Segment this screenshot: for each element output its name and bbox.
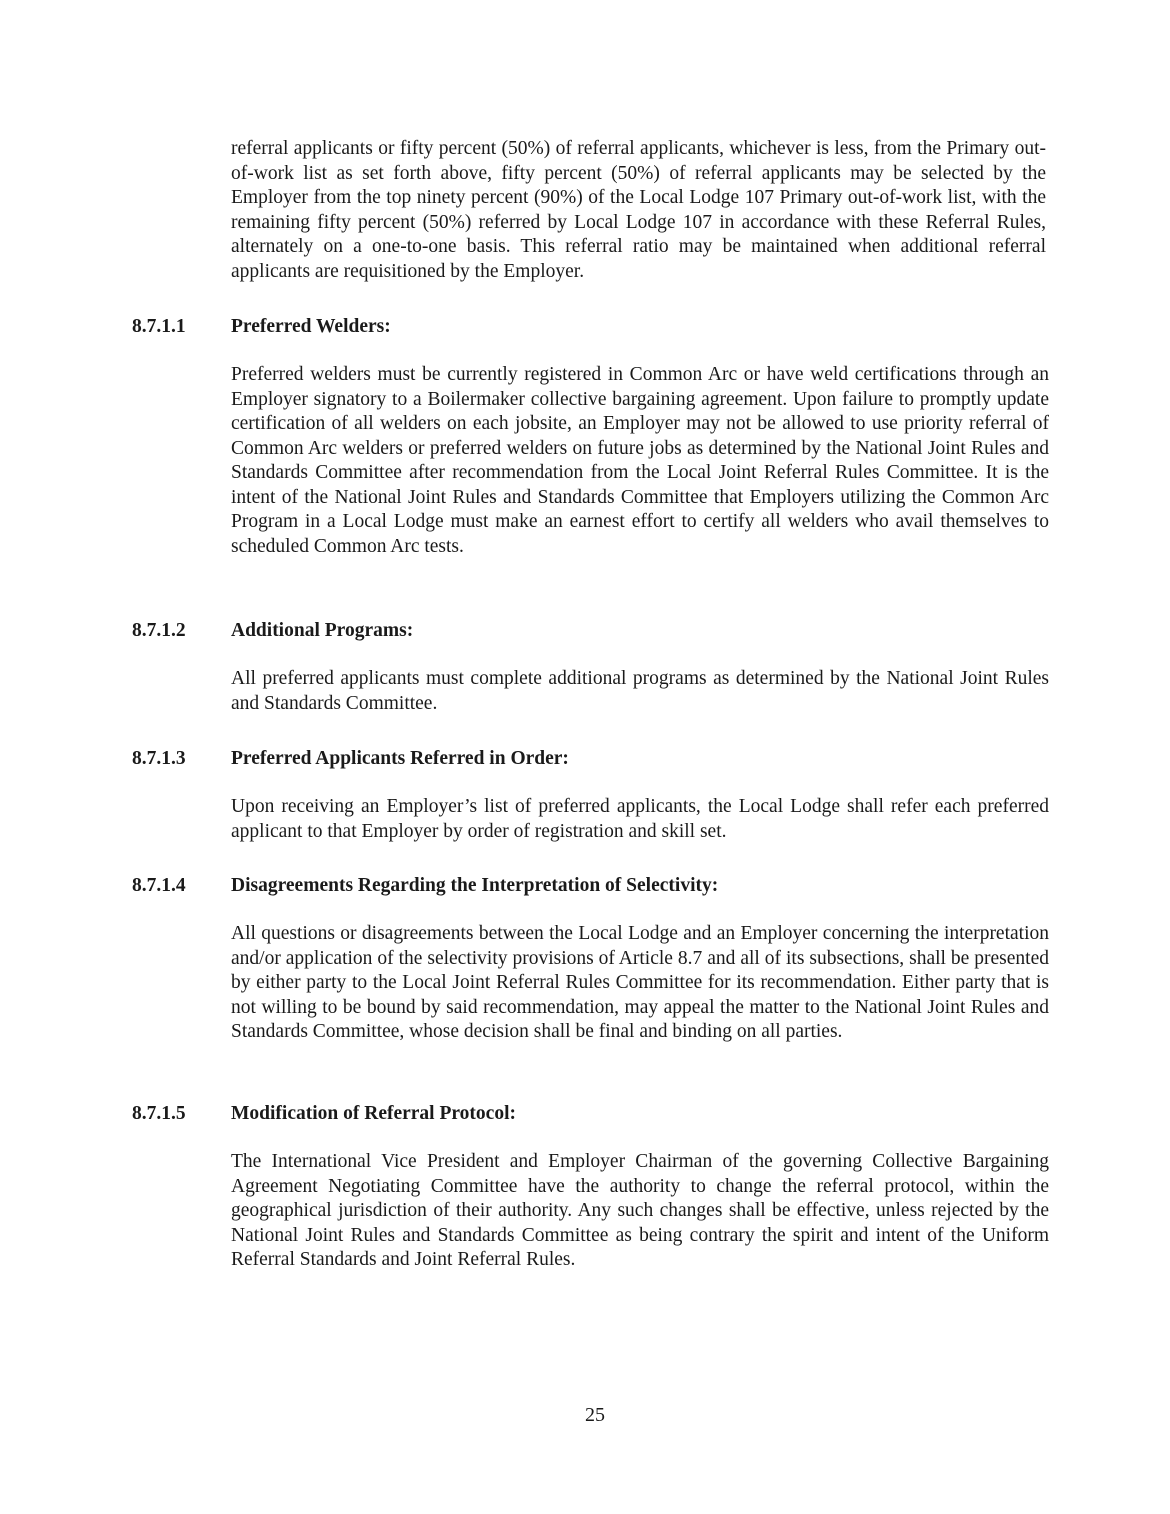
section-heading (132, 1101, 1052, 1127)
section-heading (132, 873, 1052, 899)
section-body: Preferred welders must be currently registered in Common Arc or have weld certifications through an Employer signatory to a Boilermaker collective bargaining agreement. Upon failure to promptly update certification of all welders on each jobsite, an Employer may not be allowed to use priority referral of Common Arc welders or preferred welders on future jobs as determined by the National Joint Rules and Standards Committee after recommendation from the Local Joint Referral Rules Committee. It is the intent of the National Joint Rules and Standards Committee that Employers utilizing the Common Arc Program in a Local Lodge must make an earnest effort to certify all welders who avail themselves to scheduled Common Arc tests. (231, 364, 1049, 557)
section-body: The International Vice President and Employer Chairman of the governing Collective Bargaining Agreement Negotiating Committee have the authority to change the referral protocol, within the geographical jurisdiction of their authority. Any such changes shall be effective, unless rejected by the National Joint Rules and Standards Committee as being contrary the spirit and intent of the Uniform Referral Standards and Joint Referral Rules. (231, 1151, 1049, 1270)
section-8-7-1-3 (132, 746, 1052, 844)
section-8-7-1-5 (132, 1101, 1052, 1273)
section-number: 8.7.1.1 (132, 316, 186, 337)
section-title: Preferred Welders: (231, 316, 391, 337)
section-title: Modification of Referral Protocol: (231, 1103, 516, 1124)
section-body: Upon receiving an Employer’s list of preferred applicants, the Local Lodge shall refer each preferred applicant to that Employer by order of registration and skill set. (231, 796, 1049, 842)
page-number: 25 (585, 1404, 605, 1426)
section-number: 8.7.1.2 (132, 620, 186, 641)
section-8-7-1-1 (132, 314, 1052, 559)
section-number: 8.7.1.4 (132, 875, 186, 896)
section-heading (132, 618, 1052, 644)
intro-paragraph: referral applicants or fifty percent (50%) of referral applicants, whichever is less, from the Primary out-of-work list as set forth above, fifty percent (50%) of referral applicants may be selected by the Employer from the top ninety percent (90%) of the Local Lodge 107 Primary out-of-work list, with the remaining fifty percent (50%) referred by Local Lodge 107 in accordance with these Referral Rules, alternately on a one-to-one basis. This referral ratio may be maintained when additional referral applicants are requisitioned by the Employer. (231, 138, 1046, 282)
section-8-7-1-2 (132, 618, 1052, 716)
section-body: All preferred applicants must complete additional programs as determined by the National Joint Rules and Standards Committee. (231, 668, 1049, 714)
section-title: Preferred Applicants Referred in Order: (231, 748, 569, 769)
section-title: Disagreements Regarding the Interpretation of Selectivity: (231, 875, 719, 896)
section-number: 8.7.1.5 (132, 1103, 186, 1124)
section-8-7-1-4 (132, 873, 1052, 1045)
section-title: Additional Programs: (231, 620, 414, 641)
section-heading (132, 746, 1052, 772)
section-number: 8.7.1.3 (132, 748, 186, 769)
section-heading (132, 314, 1052, 340)
section-body: All questions or disagreements between the Local Lodge and an Employer concerning the interpretation and/or application of the selectivity provisions of Article 8.7 and all of its subsections, shall be presented by either party to the Local Joint Referral Rules Committee for its recommendation. Either party that is not willing to be bound by said recommendation, may appeal the matter to the National Joint Rules and Standards Committee, whose decision shall be final and binding on all parties. (231, 923, 1049, 1042)
